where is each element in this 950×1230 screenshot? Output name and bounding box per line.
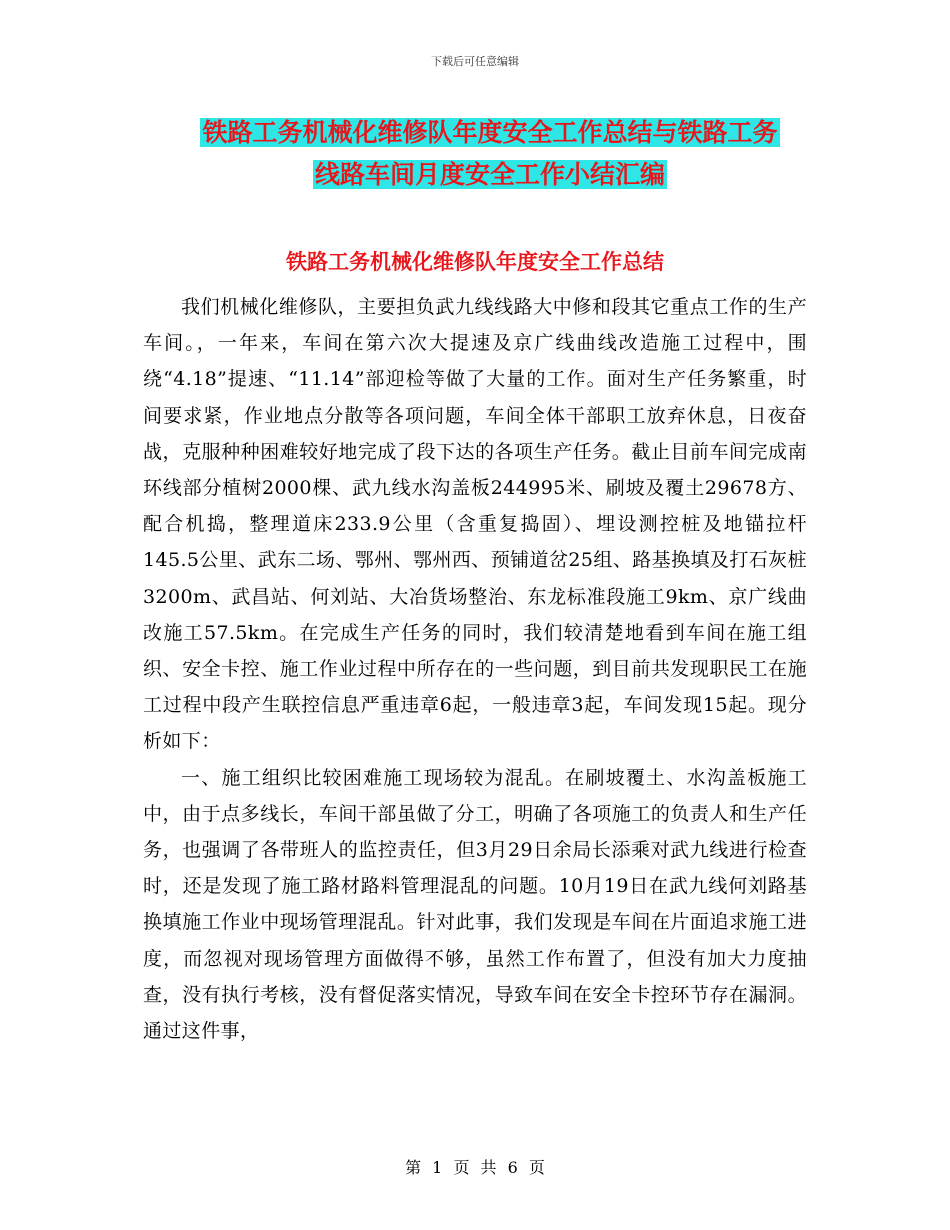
document-title-line-1-text: 铁路工务机械化维修队年度安全工作总结与铁路工务	[202, 118, 778, 147]
paragraph: 一、施工组织比较困难施工现场较为混乱。在刷坡覆土、水沟盖板施工中，由于点多线长，车间干部虽做了分工，明确了各项施工的负责人和生产任务，也强调了各带班人的监控责任，但3月29日余局长添乘对武九线进行检查时，还是发现了施工路材路料管理混乱的问题。10月19日在武九线何刘路基换填施工作业中现场管理混乱。针对此事，我们发现是车间在片面追求施工进度，而忽视对现场管理方面做得不够，虽然工作布置了，但没有加大力度抽查，没有执行考核，没有督促落实情况，导致车间在安全卡控环节存在漏洞。通过这件事，	[143, 766, 807, 1043]
page-footer: 第 1 页 共 6 页	[405, 1158, 545, 1177]
document-title-line-1	[140, 112, 840, 154]
document-title	[140, 112, 840, 196]
body-text	[143, 289, 807, 1049]
section-title: 铁路工务机械化维修队年度安全工作总结	[286, 249, 664, 274]
document-title-line-2-text: 线路车间月度安全工作小结汇编	[314, 160, 665, 189]
document-title-line-2	[140, 154, 840, 196]
header-note: 下载后可任意编辑	[431, 55, 519, 68]
paragraph: 我们机械化维修队，主要担负武九线线路大中修和段其它重点工作的生产车间。，一年来，车间在第六次大提速及京广线曲线改造施工过程中，围绕“4.18”提速、“11.14”部迎检等做了大量的工作。面对生产任务繁重，时间要求紧，作业地点分散等各项问题，车间全体干部职工放弃休息，日夜奋战，克服种种困难较好地完成了段下达的各项生产任务。截止目前车间完成南环线部分植树2000棵、武九线水沟盖板244995米、刷坡及覆土29678方、配合机捣，整理道床233.9公里（含重复捣固）、埋设测控桩及地锚拉杆145.5公里、武东二场、鄂州、鄂州西、预铺道岔25组、路基换填及打石灰桩3200m、武昌站、何刘站、大冶货场整治、东龙标准段施工9km、京广线曲改施工57.5km。在完成生产任务的同时，我们较清楚地看到车间在施工组织、安全卡控、施工作业过程中所存在的一些问题，到目前共发现职民工在施工过程中段产生联控信息严重违章6起，一般违章3起，车间发现15起。现分析如下：	[143, 296, 807, 753]
